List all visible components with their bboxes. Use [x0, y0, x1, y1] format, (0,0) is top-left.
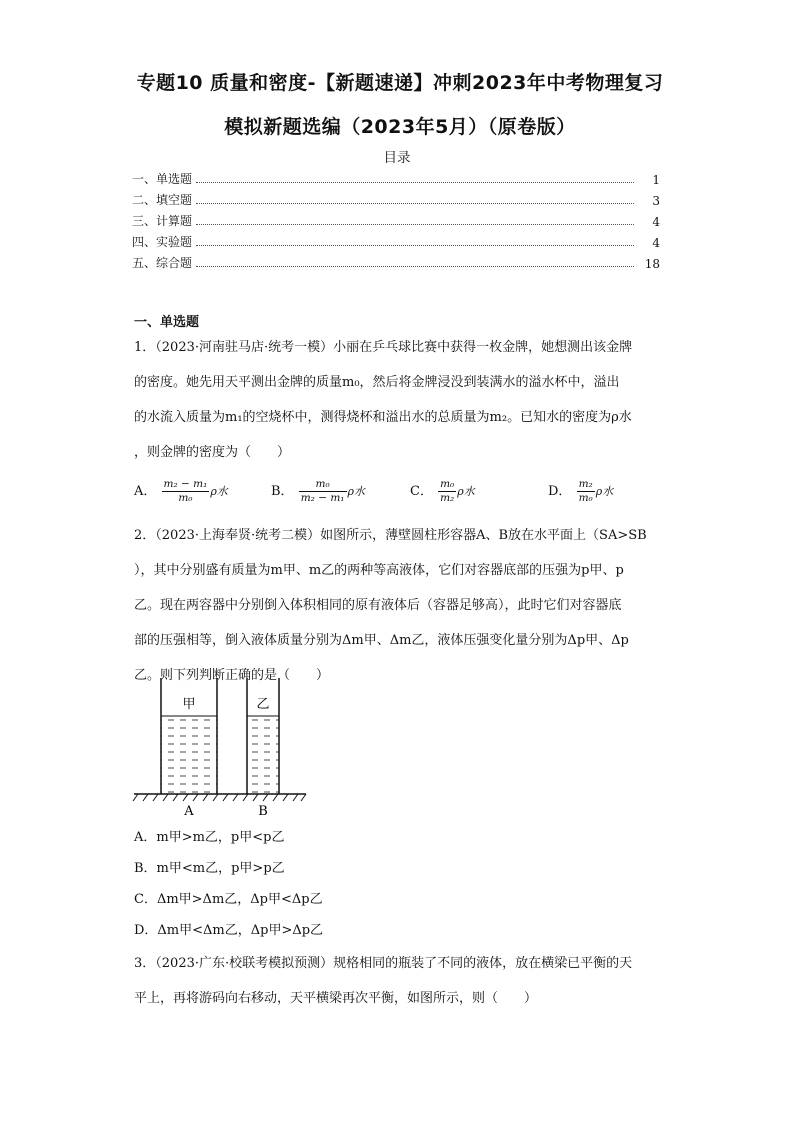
- question-line: ，则金牌的密度为（ ）: [134, 445, 291, 460]
- option-letter: C．: [410, 484, 433, 499]
- fraction-numerator: m₀: [299, 478, 347, 492]
- doc-title-line1: 专题10 质量和密度-【新题速递】冲刺2023年中考物理复习: [136, 72, 664, 94]
- toc-entry-label: 五、综合题: [132, 256, 193, 270]
- ground: [133, 794, 306, 801]
- question-line: 部的压强相等，倒入液体质量分别为Δm甲、Δm乙，液体压强变化量分别为Δp甲、Δp: [134, 633, 629, 648]
- toc-entry-page: 3: [652, 194, 660, 208]
- density-symbol: ρ水: [457, 485, 475, 498]
- fraction-denominator: m₂ − m₁: [300, 492, 345, 504]
- toc-entry-page: 4: [652, 236, 660, 250]
- toc-leader-dots: [196, 182, 634, 183]
- density-symbol: ρ水: [595, 485, 614, 498]
- question-line: 2．（2023·上海奉贤·统考二模）如图所示，薄壁圆柱形容器A、B放在水平面上（SA>SB: [134, 528, 647, 543]
- toc-entry-label: 三、计算题: [132, 214, 193, 228]
- toc-entry[interactable]: [132, 166, 660, 187]
- container-a: [161, 678, 217, 794]
- toc-entry-label: 四、实验题: [132, 235, 193, 249]
- option-letter: D．: [548, 484, 572, 499]
- question-line: ），其中分别盛有质量为m甲、m乙的两种等高液体，它们对容器底部的压强为p甲、p: [134, 563, 624, 578]
- toc-entry[interactable]: [132, 229, 660, 250]
- toc-entry-label: 一、单选题: [132, 172, 193, 186]
- option-letter: A．: [134, 484, 157, 499]
- toc-entry-page: 18: [644, 257, 660, 271]
- question-line: 的水流入质量为m₁的空烧杯中，测得烧杯和溢出水的总质量为m₂。已知水的密度为ρ水: [134, 410, 632, 425]
- density-symbol: ρ水: [210, 485, 228, 498]
- fraction-numerator: m₂ − m₁: [163, 478, 208, 490]
- question-line: 乙。现在两容器中分别倒入体积相同的原有液体后（容器足够高），此时它们对容器底: [134, 598, 622, 613]
- question-line: 乙。则下列判断正确的是（ ）: [134, 668, 330, 683]
- toc-entry[interactable]: [132, 250, 660, 271]
- toc-heading: 目录: [383, 150, 411, 166]
- fraction-denominator: m₂: [440, 492, 455, 504]
- container-b: [247, 678, 279, 794]
- fraction: [438, 478, 456, 505]
- q2-option-d[interactable]: D．Δm甲<Δm乙，Δp甲>Δp乙: [134, 923, 324, 938]
- liquid-a: [161, 716, 217, 793]
- q1-option-a[interactable]: [134, 478, 228, 505]
- q1-option-b[interactable]: [271, 478, 365, 505]
- liquid-b: [247, 716, 279, 793]
- toc-entry[interactable]: [132, 208, 660, 229]
- density-symbol: ρ水: [347, 485, 365, 498]
- fraction: [162, 478, 210, 505]
- toc-leader-dots: [196, 203, 634, 204]
- question-line: 1．（2023·河南驻马店·统考一模）小丽在乒乓球比赛中获得一枚金牌，她想测出该金牌: [134, 340, 633, 355]
- q1-option-c[interactable]: [410, 478, 475, 505]
- container-label-a: A: [184, 804, 194, 819]
- fraction: [577, 478, 595, 505]
- option-letter: B．: [271, 484, 294, 499]
- question-line: 的密度。她先用天平测出金牌的质量m₀，然后将金牌浸没到装满水的溢水杯中，溢出: [134, 375, 620, 390]
- section-heading-single-choice: 一、单选题: [134, 315, 200, 330]
- toc-leader-dots: [196, 224, 634, 225]
- question-2: [134, 518, 664, 693]
- question-1: [134, 330, 664, 470]
- ground-hatching: [133, 794, 306, 801]
- toc-entry[interactable]: [132, 187, 660, 208]
- fraction: [299, 478, 347, 505]
- containers-figure: [130, 676, 310, 821]
- toc-leader-dots: [196, 266, 634, 267]
- table-of-contents: [132, 166, 660, 271]
- q2-option-b[interactable]: B．m甲<m乙，p甲>p乙: [134, 861, 285, 876]
- fraction-denominator: m₀: [178, 492, 193, 504]
- question-line: 3．（2023·广东·校联考模拟预测）规格相同的瓶装了不同的液体，放在横梁已平衡的天: [134, 956, 633, 971]
- question-line: 平上，再将游码向右移动，天平横梁再次平衡，如图所示，则（ ）: [134, 991, 538, 1006]
- toc-leader-dots: [196, 245, 634, 246]
- question-3: [134, 946, 664, 1016]
- liquid-label-jia: 甲: [182, 697, 196, 712]
- fraction-numerator: m₂: [578, 478, 593, 490]
- q1-option-d[interactable]: [548, 478, 613, 505]
- toc-entry-page: 1: [652, 173, 660, 187]
- fraction-denominator: m₀: [578, 492, 593, 504]
- q2-option-c[interactable]: C．Δm甲>Δm乙，Δp甲<Δp乙: [134, 892, 323, 907]
- toc-entry-label: 二、填空题: [132, 193, 193, 207]
- doc-title-line2: 模拟新题选编（2023年5月）（原卷版）: [224, 116, 576, 138]
- toc-entry-page: 4: [652, 215, 660, 229]
- q2-option-a[interactable]: A．m甲>m乙，p甲<p乙: [134, 830, 285, 845]
- fraction-numerator: m₀: [440, 478, 455, 490]
- container-label-b: B: [258, 804, 268, 819]
- liquid-label-yi: 乙: [256, 697, 270, 712]
